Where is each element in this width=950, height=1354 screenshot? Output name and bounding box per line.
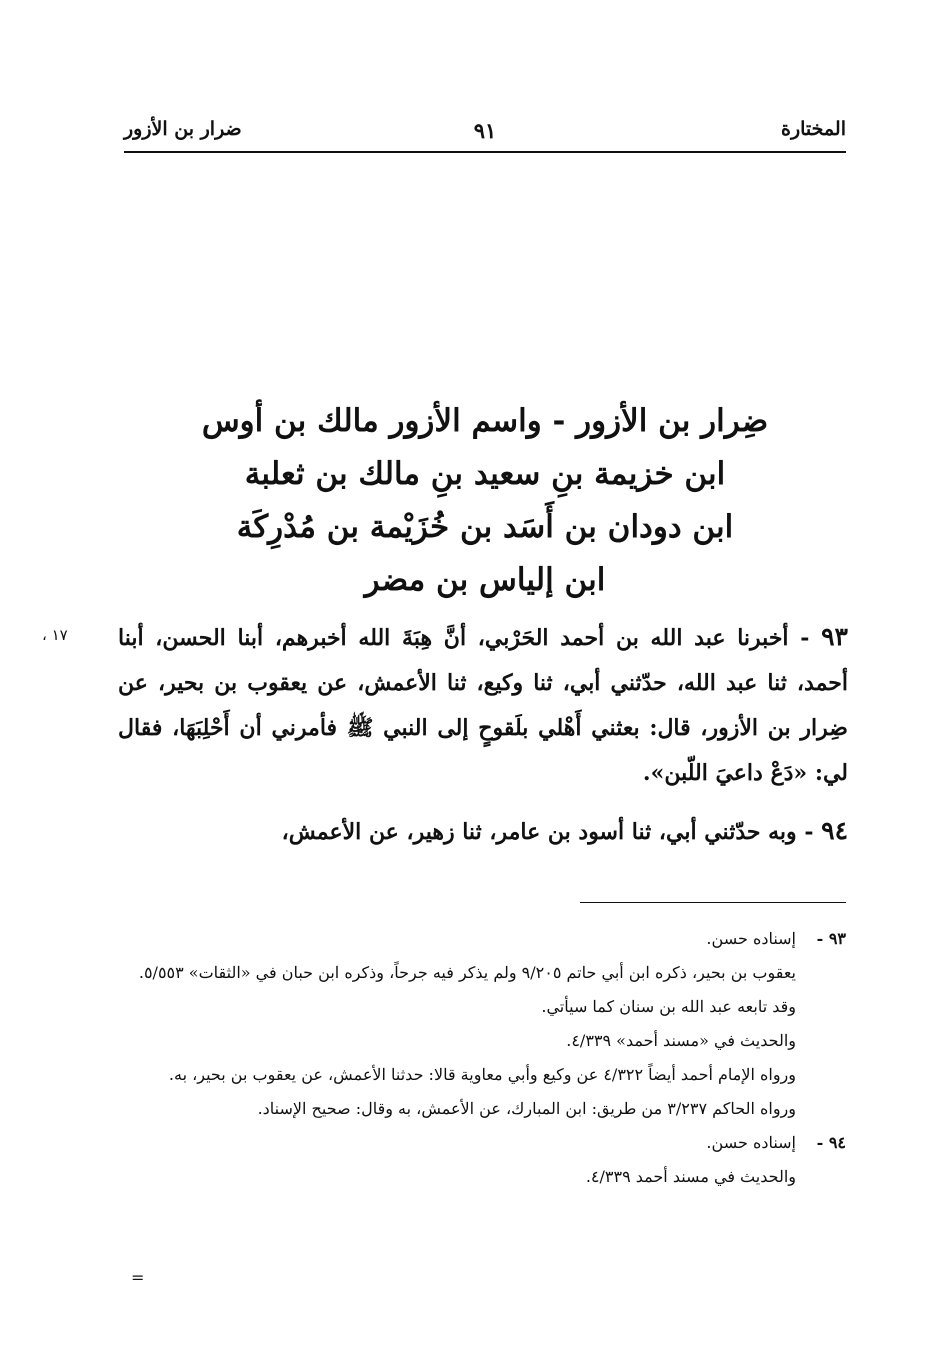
header-rule <box>124 151 846 153</box>
main-text <box>118 614 848 867</box>
footnote-body <box>124 1126 796 1194</box>
continuation-mark: = <box>131 1268 145 1287</box>
footnote-entry <box>124 922 846 1126</box>
footnote-line: وقد تابعه عبد الله بن سنان كما سيأتي. <box>541 997 796 1016</box>
hadith-text: - أخبرنا عبد الله بن أحمد الحَرْبي، أنَّ هِبَةَ الله أخبرهم، أبنا الحسن، أبنا أحمد، ثنا عبد الله، حدّثني أبي، ثنا وكيع، ثنا الأعمش، عن يعقوب بن بحير، عن ضِرار بن الأزور، قال: بعثني أَهْلي بلَقوحٍ إلى النبي ﷺ فأمرني أن أَحْلِبَهَا، فقال لي: «دَعْ داعيَ اللّبن». <box>118 625 848 786</box>
hadith-number: ٩٣ <box>821 622 848 651</box>
footnote-line: إسناده حسن. <box>706 1133 796 1152</box>
page-number: ٩١ <box>473 118 497 143</box>
chapter-title <box>124 395 846 607</box>
hadith-paragraph <box>118 614 848 796</box>
footnote-line: يعقوب بن بحير، ذكره ابن أبي حاتم ٩/٢٠٥ ولم يذكر فيه جرحاً، وذكره ابن حبان في «الثقات» ٥/٥٥٣. <box>138 963 796 982</box>
footnote-line: ورواه الإمام أحمد أيضاً ٤/٣٢٢ عن وكيع وأبي معاوية قالا: حدثنا الأعمش، عن يعقوب بن بحير، به. <box>168 1065 796 1084</box>
footnote-number: ٩٤ - <box>816 1133 846 1152</box>
header-book-title: المختارة <box>781 118 846 140</box>
hadith-paragraph <box>118 808 848 855</box>
footnote-line: إسناده حسن. <box>706 929 796 948</box>
hadith-number: ٩٤ <box>821 816 848 845</box>
margin-note: ١٧ ، <box>42 626 68 644</box>
header-section-title: ضرار بن الأزور <box>124 118 242 140</box>
footnote-body <box>124 922 796 1126</box>
footnote-line: والحديث في «مسند أحمد» ٤/٣٣٩. <box>566 1031 796 1050</box>
title-line: ضِرار بن الأزور - واسم الأزور مالك بن أوس <box>201 403 769 439</box>
title-line: ابن دودان بن أَسَد بن خُزَيْمة بن مُدْرِكَة <box>236 509 734 545</box>
hadith-text: - وبه حدّثني أبي، ثنا أسود بن عامر، ثنا زهير، عن الأعمش، <box>281 819 814 845</box>
title-line: ابن إلياس بن مضر <box>364 562 606 598</box>
footnote-rule <box>580 902 846 903</box>
footnotes <box>124 922 846 1194</box>
title-line: ابن خزيمة بنِ سعيد بنِ مالك بن ثعلبة <box>244 456 726 492</box>
footnote-line: والحديث في مسند أحمد ٤/٣٣٩. <box>585 1167 796 1186</box>
running-header <box>124 118 846 152</box>
footnote-entry <box>124 1126 846 1194</box>
footnote-line: ورواه الحاكم ٣/٢٣٧ من طريق: ابن المبارك، عن الأعمش، به وقال: صحيح الإسناد. <box>257 1099 796 1118</box>
footnote-number: ٩٣ - <box>816 929 846 948</box>
